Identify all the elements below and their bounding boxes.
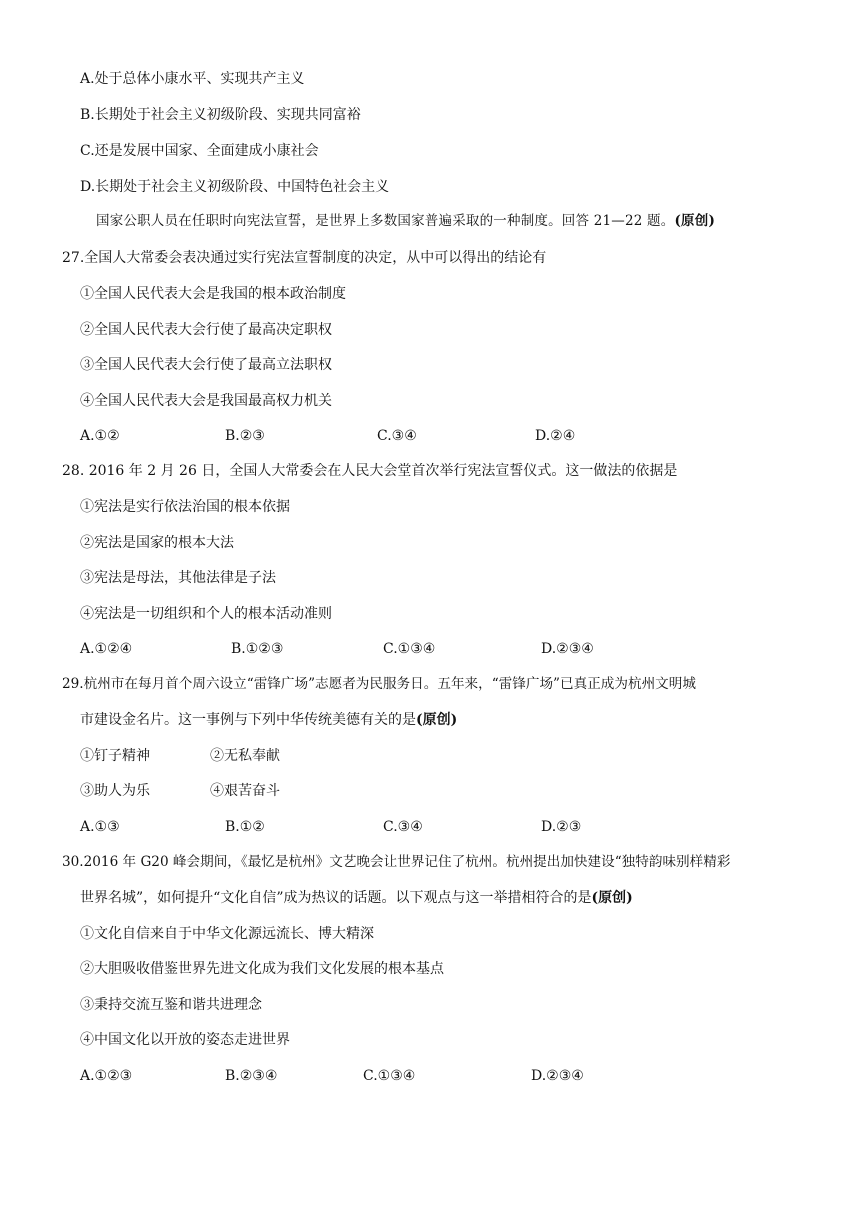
- q29-item-1: ①钉子精神: [80, 748, 150, 764]
- q27-option-b: B.②③: [225, 428, 265, 444]
- q28-item-1: ①宪法是实行依法治国的根本依据: [80, 499, 290, 515]
- q27-item-3: ③全国人民代表大会行使了最高立法职权: [80, 357, 332, 373]
- q29-option-d: D.②③: [541, 819, 582, 835]
- intro-text: 国家公职人员在任职时向宪法宣誓，是世界上多数国家普遍采取的一种制度。回答 21—22 题。: [96, 213, 675, 229]
- q28-option-d: D.②③④: [541, 641, 594, 657]
- q30-option-c: C.①③④: [363, 1068, 416, 1084]
- q28-item-4: ④宪法是一切组织和个人的根本活动准则: [80, 606, 332, 622]
- q28-stem: 28. 2016 年 2 月 26 日，全国人大常委会在人民大会堂首次举行宪法宣誓仪式。这一做法的依据是: [62, 463, 678, 479]
- q30-option-d: D.②③④: [531, 1068, 584, 1084]
- q30-item-2: ②大胆吸收借鉴世界先进文化成为我们文化发展的根本基点: [80, 961, 444, 977]
- q29-stem-line1: 29.杭州市在每月首个周六设立“雷锋广场”志愿者为民服务日。五年来，“雷锋广场”已真正成为杭州文明城: [62, 676, 696, 692]
- q30-stem-line1: 30.2016 年 G20 峰会期间，《最忆是杭州》文艺晚会让世界记住了杭州。杭州提出加快建设“独特韵味别样精彩: [62, 854, 731, 870]
- q30-item-3: ③秉持交流互鉴和谐共进理念: [80, 997, 262, 1013]
- q27-option-d: D.②④: [535, 428, 576, 444]
- q29-original-tag: (原创): [416, 712, 458, 728]
- q30-stem-text: 世界名城”，如何提升“文化自信”成为热议的话题。以下观点与这一举措相符合的是: [80, 890, 592, 906]
- q27-option-c: C.③④: [377, 428, 417, 444]
- q30-option-a: A.①②③: [80, 1068, 133, 1084]
- q27-item-2: ②全国人民代表大会行使了最高决定职权: [80, 322, 332, 338]
- q29-item-4: ④艰苦奋斗: [210, 783, 280, 799]
- q29-stem-text: 市建设金名片。这一事例与下列中华传统美德有关的是: [80, 712, 416, 728]
- q27-item-4: ④全国人民代表大会是我国最高权力机关: [80, 393, 332, 409]
- intro-original-tag: (原创): [674, 213, 716, 229]
- q28-item-3: ③宪法是母法，其他法律是子法: [80, 570, 276, 586]
- q26-option-d: D.长期处于社会主义初级阶段、中国特色社会主义: [80, 179, 390, 195]
- q28-item-2: ②宪法是国家的根本大法: [80, 535, 234, 551]
- q29-item-3: ③助人为乐: [80, 783, 150, 799]
- q29-option-b: B.①②: [225, 819, 265, 835]
- q27-item-1: ①全国人民代表大会是我国的根本政治制度: [80, 286, 346, 302]
- intro-paragraph: [96, 211, 715, 231]
- q28-option-a: A.①②④: [80, 641, 133, 657]
- q26-option-c: C.还是发展中国家、全面建成小康社会: [80, 143, 319, 159]
- q30-option-b: B.②③④: [225, 1068, 278, 1084]
- q26-option-a: A.处于总体小康水平、实现共产主义: [80, 71, 305, 87]
- q28-option-b: B.①②③: [231, 641, 284, 657]
- q28-option-c: C.①③④: [383, 641, 436, 657]
- q30-item-4: ④中国文化以开放的姿态走进世界: [80, 1032, 290, 1048]
- q27-stem: 27.全国人大常委会表决通过实行宪法宣誓制度的决定，从中可以得出的结论有: [62, 250, 547, 266]
- q29-option-c: C.③④: [383, 819, 423, 835]
- q29-stem-line2: [80, 710, 457, 730]
- q27-option-a: A.①②: [80, 428, 120, 444]
- q29-item-2: ②无私奉献: [210, 748, 280, 764]
- q30-item-1: ①文化自信来自于中华文化源远流长、博大精深: [80, 926, 374, 942]
- q26-option-b: B.长期处于社会主义初级阶段、实现共同富裕: [80, 107, 361, 123]
- q30-original-tag: (原创): [591, 890, 633, 906]
- q30-stem-line2: [80, 888, 633, 908]
- q29-option-a: A.①③: [80, 819, 120, 835]
